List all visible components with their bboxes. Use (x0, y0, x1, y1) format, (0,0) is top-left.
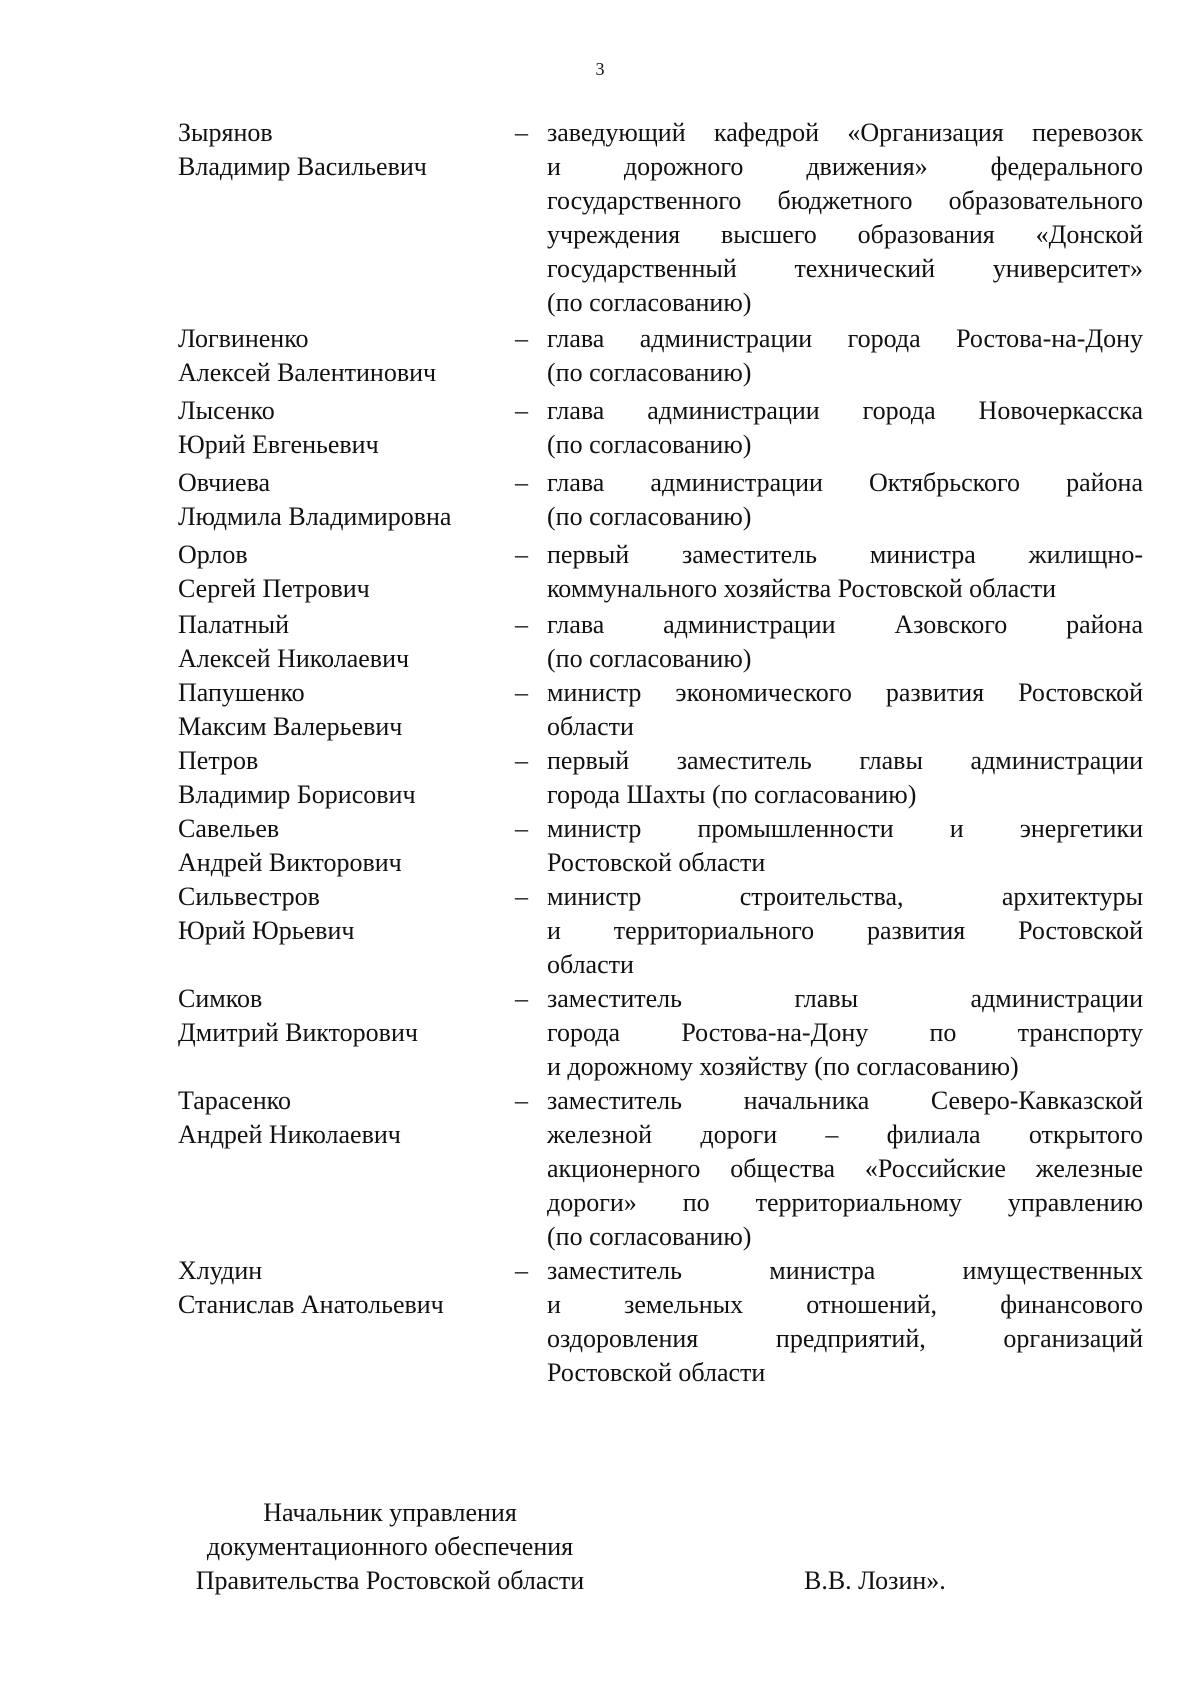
entry-dash: – (515, 746, 528, 775)
member-position-line: государственный технический университет» (547, 254, 1143, 283)
entry-dash: – (515, 468, 528, 497)
member-position-line: и дорожному хозяйству (по согласованию) (547, 1052, 1019, 1081)
member-surname: Зырянов (178, 118, 273, 147)
roster-entry (178, 116, 1143, 320)
member-given-name: Станислав Анатольевич (178, 1290, 444, 1319)
member-position-line: Ростовской области (547, 1358, 766, 1387)
member-position-line: министр строительства, архитектуры (547, 882, 1143, 911)
member-position (547, 116, 1143, 320)
member-position-line: заместитель начальника Северо-Кавказской (547, 1086, 1143, 1115)
page-number: 3 (595, 59, 605, 79)
member-name (178, 744, 515, 812)
member-given-name: Алексей Николаевич (178, 644, 410, 673)
entry-dash: – (515, 540, 528, 569)
member-position-line: области (547, 712, 634, 741)
member-position (547, 982, 1143, 1084)
member-position-line: первый заместитель министра жилищно- (547, 540, 1143, 569)
member-position-line: (по согласованию) (547, 1222, 752, 1251)
member-roster (178, 116, 1143, 1390)
member-name (178, 466, 515, 534)
roster-entry (178, 394, 1143, 462)
member-position-line: государственного бюджетного образовательного (547, 186, 1143, 215)
member-surname: Орлов (178, 540, 248, 569)
roster-entry (178, 608, 1143, 676)
member-given-name: Юрий Евгеньевич (178, 430, 379, 459)
member-position-line: области (547, 950, 634, 979)
member-position-line: оздоровления предприятий, организаций (547, 1324, 1143, 1353)
member-name (178, 394, 515, 462)
member-name (178, 1084, 515, 1152)
roster-entry (178, 880, 1143, 982)
member-given-name: Владимир Васильевич (178, 152, 427, 181)
member-position-line: железной дороги – филиала открытого (547, 1120, 1143, 1149)
roster-entry (178, 322, 1143, 390)
member-position-line: заместитель министра имущественных (547, 1256, 1143, 1285)
member-position-line: министр экономического развития Ростовской (547, 678, 1143, 707)
member-surname: Лысенко (178, 396, 275, 425)
member-position (547, 812, 1143, 880)
roster-entry (178, 466, 1143, 534)
member-given-name: Алексей Валентинович (178, 358, 437, 387)
member-position (547, 466, 1143, 534)
entry-dash: – (515, 984, 528, 1013)
member-position-line: учреждения высшего образования «Донской (547, 220, 1143, 249)
entry-dash: – (515, 1086, 528, 1115)
signatory-position-line: документационного обеспечения (206, 1532, 574, 1561)
signatory-position-line: Правительства Ростовской области (195, 1566, 585, 1595)
member-given-name: Андрей Николаевич (178, 1120, 401, 1149)
member-position (547, 676, 1143, 744)
member-position-line: дороги» по территориальному управлению (547, 1188, 1143, 1217)
member-given-name: Максим Валерьевич (178, 712, 403, 741)
member-position-line: министр промышленности и энергетики (547, 814, 1143, 843)
member-position (547, 608, 1143, 676)
member-given-name: Дмитрий Викторович (178, 1018, 418, 1047)
member-position-line: акционерного общества «Российские железные (547, 1154, 1143, 1183)
member-position (547, 322, 1143, 390)
member-name (178, 608, 515, 676)
member-position-line: глава администрации города Ростова-на-Дону (547, 324, 1143, 353)
member-position-line: глава администрации Октябрьского района (547, 468, 1143, 497)
roster-entry (178, 1254, 1143, 1390)
member-given-name: Юрий Юрьевич (178, 916, 355, 945)
member-name (178, 322, 515, 390)
member-position-line: коммунального хозяйства Ростовской области (547, 574, 1057, 603)
member-surname: Тарасенко (178, 1086, 291, 1115)
member-given-name: Андрей Викторович (178, 848, 402, 877)
member-position-line: глава администрации города Новочеркасска (547, 396, 1143, 425)
member-name (178, 538, 515, 606)
member-given-name: Сергей Петрович (178, 574, 370, 603)
member-position-line: и территориального развития Ростовской (547, 916, 1143, 945)
member-name (178, 880, 515, 948)
roster-entry (178, 744, 1143, 812)
signatory-name: В.В. Лозин». (804, 1566, 946, 1595)
member-position (547, 880, 1143, 982)
entry-dash: – (515, 396, 528, 425)
entry-dash: – (515, 324, 528, 353)
member-surname: Симков (178, 984, 263, 1013)
member-position (547, 744, 1143, 812)
entry-dash: – (515, 610, 528, 639)
member-name (178, 812, 515, 880)
member-name (178, 1254, 515, 1322)
member-given-name: Владимир Борисович (178, 780, 416, 809)
signatory-position-line: Начальник управления (263, 1498, 517, 1527)
member-surname: Савельев (178, 814, 280, 843)
member-position (547, 1254, 1143, 1390)
member-name (178, 982, 515, 1050)
roster-entry (178, 982, 1143, 1084)
roster-entry (178, 812, 1143, 880)
member-surname: Логвиненко (178, 324, 309, 353)
member-name (178, 116, 515, 184)
member-position-line: города Шахты (по согласованию) (547, 780, 917, 809)
member-name (178, 676, 515, 744)
member-surname: Петров (178, 746, 259, 775)
member-position-line: заведующий кафедрой «Организация перевозок (547, 118, 1143, 147)
member-position-line: и дорожного движения» федерального (547, 152, 1143, 181)
member-surname: Хлудин (178, 1256, 263, 1285)
member-position (547, 394, 1143, 462)
member-position-line: (по согласованию) (547, 502, 752, 531)
member-position-line: Ростовской области (547, 848, 766, 877)
member-position-line: первый заместитель главы администрации (547, 746, 1143, 775)
member-position-line: (по согласованию) (547, 430, 752, 459)
roster-entry (178, 1084, 1143, 1254)
member-surname: Сильвестров (178, 882, 320, 911)
member-position-line: города Ростова-на-Дону по транспорту (547, 1018, 1143, 1047)
entry-dash: – (515, 118, 528, 147)
signatory-position (170, 1496, 610, 1598)
member-position (547, 538, 1143, 606)
member-position-line: и земельных отношений, финансового (547, 1290, 1143, 1319)
entry-dash: – (515, 882, 528, 911)
member-position-line: (по согласованию) (547, 288, 752, 317)
member-position-line: заместитель главы администрации (547, 984, 1143, 1013)
member-position-line: (по согласованию) (547, 644, 752, 673)
roster-entry (178, 676, 1143, 744)
member-position (547, 1084, 1143, 1254)
entry-dash: – (515, 1256, 528, 1285)
member-position-line: (по согласованию) (547, 358, 752, 387)
member-given-name: Людмила Владимировна (178, 502, 452, 531)
member-position-line: глава администрации Азовского района (547, 610, 1143, 639)
entry-dash: – (515, 814, 528, 843)
roster-entry (178, 538, 1143, 606)
member-surname: Овчиева (178, 468, 271, 497)
entry-dash: – (515, 678, 528, 707)
member-surname: Палатный (178, 610, 290, 639)
member-surname: Папушенко (178, 678, 305, 707)
